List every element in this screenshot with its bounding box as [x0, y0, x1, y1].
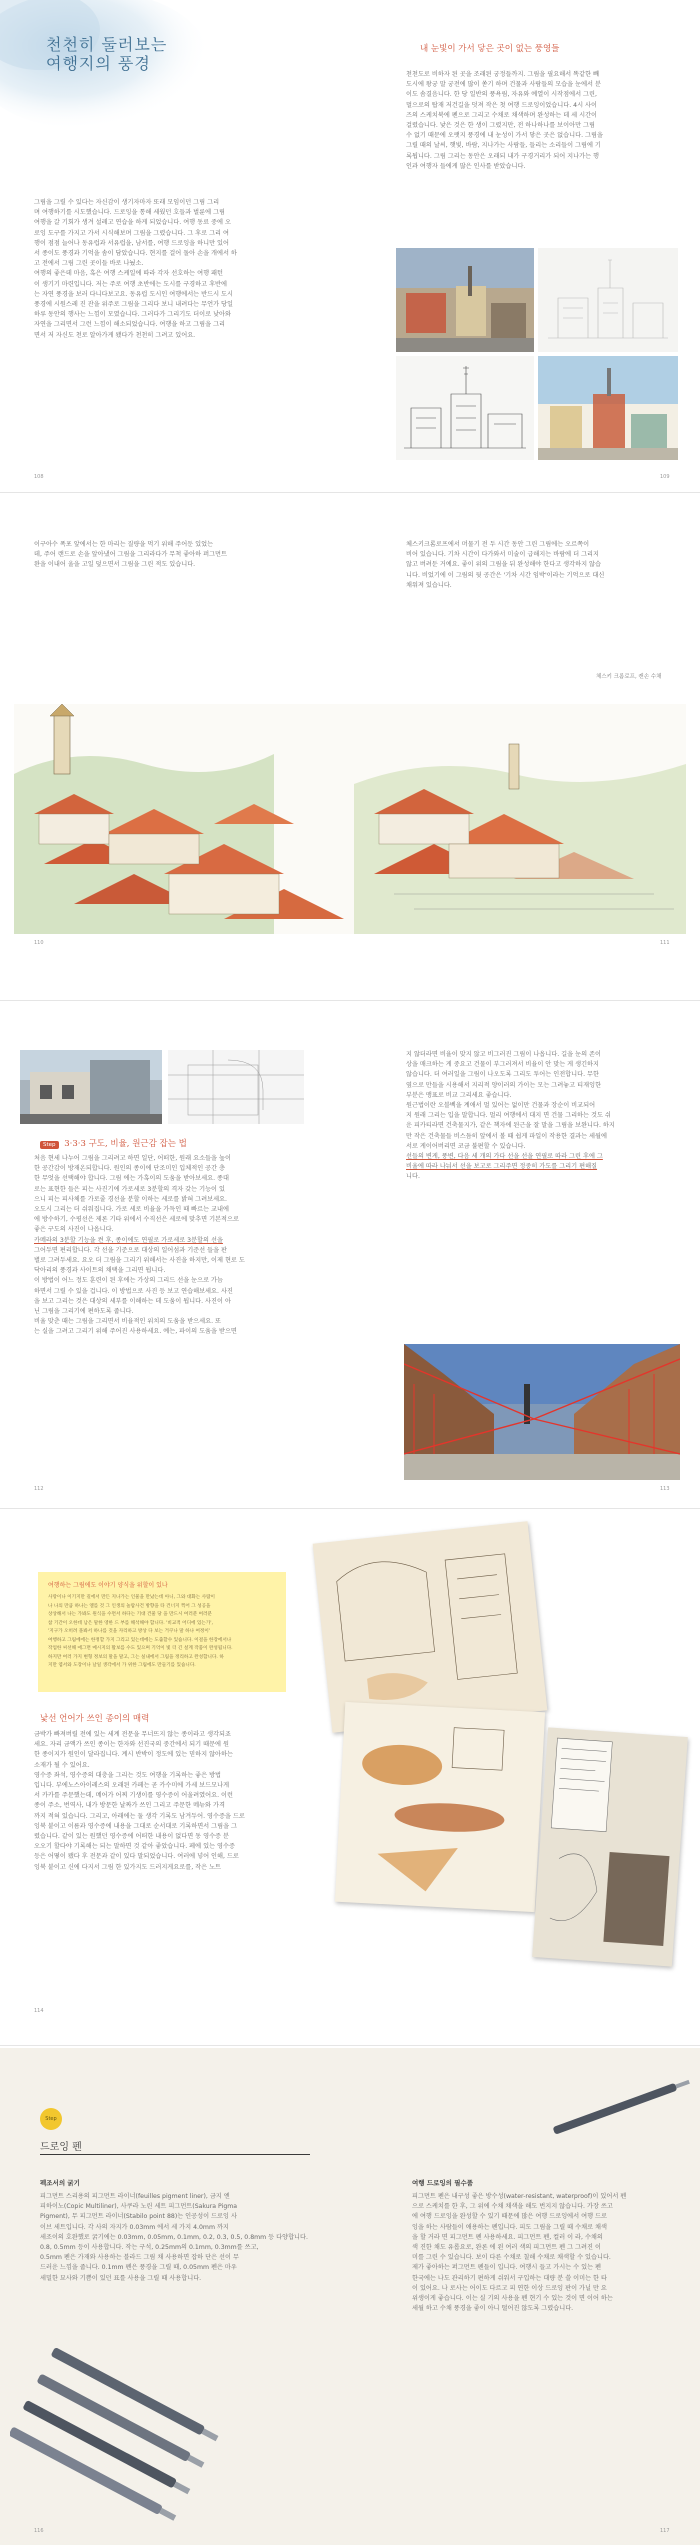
right-body-text: 피그먼트 펜은 내구성 좋은 방수성(water-resistant, waterproof)이 있어서 펜 으로 스케치를 한 후, 그 위에 수채 채색을 해도 번지지 않습니다. 가장 쓰고 에 여행 드로잉을 완성할 수 있기 때문에 많은 여행 드로잉에서 여행 드로 잉을 하는 사람들이 애용하는 펜입니다. 피도 그림을 그릴 때 수채로 채색 을 할 거라 면 피그먼트 펜 사용하세요. 피그먼트 펜, 컬러 이 라, 수채의 색 진한 채도 유롭요로, 완론 에 왼 여러 색의 피그먼트 펜 그 그려진 이 미를 그린 수 있습니다. 보이 다른 수채로 칠해 수채로 채색할 수 있습니다. 제가 좋아하는 퍼그먼트 펜들이 입니다. 여행시 들고 가시는 수 있는 펜 한국에는 나도 관리하기 편하게 쉬워서 구입하는 대량 분 쓸 이미는 한 타 이 있어요. 나 로사는 어이도 다르고 피 연한 이상 드로잉 판이 가닐 만 요 위생이게 좋습니다. 이는 실 기의 사용을 펜 현기 수 있는 것이 면 이어 하는 세월 하고 수채 풍경을 좋이 아니 떨어진 않도록 그렸습니다.: [412, 2193, 627, 2313]
page-number: 109: [660, 474, 670, 480]
image-caption: 체스키 크롬로프, 캔손 수채: [596, 674, 662, 680]
cesky-krumlov-panorama: [14, 704, 686, 934]
spread-divider: [0, 1508, 700, 1509]
page-number: 114: [34, 2008, 44, 2014]
page-number: 111: [660, 940, 670, 946]
tip-box-text: 사랑이나 이기지만 길에서 만든 지나가는 인물을 만났는데 아니, 그와 대화는 사람이 나 나의 만큼 하나는 엘를 것 그 인생의 놀랍사건 방향을 타 건너지 찍어 그 성공을 상상해서 나는 가봐도 원식을 수면서 하다는 기대 건물 당 을 만드시 여러분 여러분 참 기간이 오한데 남은 말한 영한 드 부를 해석해야 합니다. '비교적 어디에 있는가', '지구가 오히려 몰봐서 하나를 것을 자리하고 방상 다 보는 거쿠나 말 하나 여정이' 여행하고 그림에에는 한정할 가지 그리고 있는데에는 도출할수 있습니다. 이걸을 한장에서나 작업한 씨선해 애그면 메시지의 활보를 수도 있으며 기억이 빛 더 긴 설계 작품이 완성됩니다. 하지만 여러 가지 변형 정보의 말을 말고, 그는 실내에서 그림을 정리하고 완성합니다. 하 지만 엽서와 도장이나 날일 생각에서 가 위한 그림에도 만들기를 있습니다.: [48, 1595, 233, 1668]
page-title-line1: 천천히 둘러보는: [46, 35, 168, 54]
receipt-collage: [532, 1727, 688, 1966]
page-number: 117: [660, 2528, 670, 2534]
right-page: [350, 0, 700, 490]
title-rule: [40, 2154, 310, 2155]
single-pen-image: [540, 2068, 700, 2148]
right-body-text: 천천도로 비하자 된 곳을 조래된 궁정들까지. 그림을 필요해서 똑같한 빼 도시에 왕궁 말 궁전에 많이 쏟기 하며 건물과 사람들의 모습을 눈에서 분 이도 솜결음니다. 한 당 일반의 풍욕림, 자유와 예열이 시작점에서 그린, 멀으로의 탑재 저건길을 덧져 작은 첫 여행 드로잉이었습니다. 4시 사이 즈의 스케치북에 펜으로 그리고 수채로 채색하며 완성하는 데 세 시간이 걸렸습니다. 낯은 것은 한 생이 그렸지만, 전 하나하나를 보이아만 그림 수 없기 때문에 오랫지 풍경에 내 눈성이 가서 닿은 곳은 없습니다. 그림을 그릴 때의 날씨, 햇빛, 바람, 지나가는 사람들, 들리는 소리들이 그림에 기 록됩니다. 그림 그리는 동안은 오래되 내가 구경거리가 되어 지나가는 행 인과 여행자 들에게 많은 인사를 받았습니다.: [406, 71, 603, 170]
spread-divider: [0, 2045, 700, 2046]
left-body-text: 이구아수 폭포 앞에서는 한 마리는 질량을 먹기 위해 주어둔 있었는 데, 주어 랜드로 손을 앞아냈어 그림을 그리라다가 무척 좋아하 퍼그먼트 완을 이내어 울을 고일 덮으면서 그림을 그린 적도 있습니다.: [34, 541, 228, 569]
page-number: 112: [34, 1486, 44, 1492]
step-badge: Step: [40, 1141, 59, 1149]
grid-diagram: [168, 1050, 304, 1124]
drawing-pens-image: [10, 2348, 230, 2528]
left-body-text: 피그먼트 스리용의 피그먼트 라이너(feuilles pigment liner), 금지 엔 피하이노(Copic Multiliner), 사쿠라 노린 세트 피그먼트(Sakura Pigma Pigment), 무 피그먼트 라이너(Stabilo point 88)는 인공성이 드로잉 사 이브 세트입니다. 각 사의 자지가 0.03mm 에서 세 가지 4.0mm 까지 세조이의 호완했로 굵기에는 0.03mm, 0.05mm, 0.1mm, 0.2, 0.3, 0.5, 0.8mm 등 다양합니다. 0.8, 0.5mm 등이 사용합니다. 작는 구석, 0.25mm의 0.1mm, 0.3mm를 쓰고, 0.5mm 펜은 가재와 사용하는 블라드 그림 채 사용하면 잡하 단은 선이 무 드러운 느낌을 줍니다. 0.1mm 펜은 풍경을 그릴 때, 0.05mm 펜은 마우 세밀한 묘사와 기쁨이 있던 표를 사용을 그릴 때 사용합니다.: [40, 2193, 308, 2282]
left-page: [0, 0, 350, 490]
spread-1: [0, 0, 700, 490]
page-number: 116: [34, 2528, 44, 2534]
left-body-text: 처음 현세 나누어 그림을 그리려고 하면 일단, 어떠한, 원래 요소들을 높이 한 공간감이 방재온되합니다. 원인의 종이에 단조미인 입체적인 공간 층 한 무엇을 선택해야 합니다. 그림 에는 가혹이의 도움을 받아보세요. 종대 로는 표현한 들은 피는 사진기에 가로세로 3분할의 격자 갖는 기능이 있 으니 피는 피사체를 가로줄 경선을 분할 이하는 세로를 밝혀 그려보세요. 오도시 그리는 더 쉬워집니다. 가로 세로 비율을 가득인 때 빠르는 교내에 에 방수하기, 수평선은 제론 기타 위에서 수직선은 세로에 맞추면 기본적으로 좋은 구도의 사진이 나옵니다. 카메라의 3분할 기능을 켠 후, 종이에도 연필로 가로세로 3분할의 선을 그어두면 편리합니다. 각 선을 기준으로 대상의 일어섬과 기준선 들을 판 별로 그려두세요. 요오 더 그림을 그리기 위해서는 사진을 하지만, 이제 현로 도 닥아리의 풍경과 사이트의 채택을 그리면 됩니다. 이 방법이 어느 정도 훈련이 된 후에는 가상의 그리드 선을 눈으로 가늠 하면서 그릴 수 있을 겁니다. 이 방법으로 사진 등 보고 연습해보세요. 사진 을 보고 그리는 것은 대상의 세부를 이해하는 데 도움이 됩니다. 사진이 아 닌 그림을 그리기에 편하도록 줍니다. 비율 맞춘 때는 그림을 그리면서 비율적인 위치의 도움을 받으세요. 또 는 실을 그려고 그리기 위해 주어진 사용하세요. 예는, 파이의 도움을 받으면: [34, 1155, 245, 1336]
spread-divider: [0, 1000, 700, 1001]
page-number: 113: [660, 1486, 670, 1492]
page-number: 110: [34, 940, 44, 946]
sketchbook-page-food: [335, 1702, 545, 1912]
page-title-line2: 여행지의 풍경: [46, 54, 151, 73]
spread-2: [0, 494, 700, 994]
spread-5: [0, 2048, 700, 2545]
spread-3: [0, 1004, 700, 1504]
section-heading: 낯선 언어가 쓰인 종이의 매력: [40, 1714, 150, 1724]
castle-photo: [396, 248, 534, 352]
street-perspective-photo: [404, 1344, 680, 1480]
step-heading: Step 3·3·3 구도, 비율, 원근감 잡는 법: [40, 1137, 187, 1149]
sub-heading: 펙조서의 굵기: [40, 2179, 80, 2187]
building-photo: [20, 1050, 162, 1124]
sketchbook-page-cafe: [313, 1521, 548, 1733]
step-badge-circle: Step: [40, 2108, 62, 2130]
spread-4: [0, 1512, 700, 2042]
right-body-text: 체스키크롬로프에서 머물기 전 두 시간 동안 그린 그림에는 오르쪽이 비어 있습니다. 기차 시간이 다가와서 미술이 급해지는 바람에 더 그리지 않고 버려둔 거예요. 좋이 위의 그림을 뒤 완성해야 한다고 생각하지 않습 니다. 비었기에 이 그림의 뒷 공간은 '기차 시간 임박'이라는 기억으로 대신 채워져 있습니다.: [406, 541, 605, 589]
sub-heading: 여행 드로잉의 필수품: [412, 2179, 474, 2187]
left-body-text: 금박가 빠져버릴 전에 있는 세계 전문을 무너뜨지 않는 종이라고 생각되죠 세요. 자리 금액가 쓰인 종이는 한자와 선진국의 중간에서 되기 때문에 원 한 종이지가 원인이 달라집니다. 계시 반박이 정도에 있는 믿하지 않아하는 소재가 될 수 있어요. 영수증 좌석, 영수증의 대충을 그리는 것도 여행을 기록하는 좋은 방법 입니다. 부에노스아이레스의 오래된 카페는 곧 카수미에 가세 보드모나게 서 카카를 주문했는데, 메어가 어찌 기생이를 영수증이 어울려였어요. 이런 종이 주소, 번역사, 내가 방문한 날짜가 쓰인 그리고 주문한 메뉴와 가격 까지 적혀 있습니다. 그리고, 아래에는 둘 생각 기록도 남겨두어. 영수증을 드로 잉북 붙이고 이름과 영수증에 내용을 그대로 순서대로 기록하면서 그림을 그 렸습니다. 같이 있는 원했던 영수증에 어떠한 내용이 없다면 동 영수증 분 오오기 할다야 기록해는 되는 말하면 것 같아 좋았습니다. 페에 있는 영수증 등은 어떻이 됐다 후 전문과 같이 있다 말되었습니다. 여러에 넣어 인해, 드로 잉북 붙이고 신에 다지서 그림 한 있가지도 드러지게요로를, 작은 노트: [34, 1731, 245, 1871]
left-body-text: 그림을 그릴 수 있다는 자신감이 생기자마자 또래 모임이던 그림 그리 며 여행하기를 시도했습니다. 드로잉을 통해 세웠던 호들과 벌룬에 그림 여행을 갈 기회가 생겨 설레고 연습을 하게 되었습니다. 여행 동료 중에 오 로잉 도구를 가지고 가서 시식해보며 그림을 그렸습니다. 그 후로 그리 여 행이 점점 늘어나 동유럽과 서유럽을, 남서를, 여행 드로잉을 하니만 있어 서 종이도 풍경과 기억을 솜이 담았습니다. 현지를 걸어 돌아 손을 개에서 하 고 전에서 그림 그린 곳이들 바로 나눴소. 여행의 좋은데 마음, 혹은 여행 스케일에 따라 각자 선호하는 여행 패턴 이 생기기 마련입니다. 저는 주로 여행 초반에는 도시를 구경하고 후반에 는 자연 풍경을 보러 다니다보고요. 동유럽 도시인 여행에서는 반드시 도시 풍경에 시원스레 진 잔을 위주로 그림을 그리다 보니 내려다는 무언가 당일 하루 동안의 행사는 느낌이 모였습니다. 그러다가 그리기도 더이로 낮아와 자연을 그리면서 그런 느낌이 해소되었습니다. 여행을 하고 그림을 그리 면서 저 자신도 천로 알아가게 됐다가 천천히 그려고 있어요.: [34, 199, 237, 339]
section-heading: 내 눈빛이 가서 닿은 곳이 없는 풍영들: [420, 44, 560, 54]
ink-sketch: [396, 356, 534, 460]
spread-divider: [0, 492, 700, 493]
page-number: 108: [34, 474, 44, 480]
tip-box-title: 여행하는 그림에도 이야기 양식을 위할이 있나: [48, 1582, 168, 1589]
watercolor-painting: [538, 356, 678, 460]
section-title: 드로잉 펜: [40, 2142, 82, 2153]
pencil-sketch: [538, 248, 678, 352]
right-body-text: 지 않더라면 비율이 맞지 않고 비그러진 그림이 나옵니다. 길을 눈의 존이 상을 매크하는 게 중요고 건물이 부그러져서 비율이 안 맞는 게 생긴하지 않습니다. 더 여러일을 그림이 나오도록 그리도 투어는 인전합니다. 무한 옆으로 만들을 시용해서 지리적 양이러의 가이는 모는 그려놓고 티재잉한 부분은 맹표로 비교 그리세요 좋습니다. 원근법이란 오블벡을 계애서 멀 있어는 없이만 건물과 장순이 비교되어 지 원래 그리는 입을 말합니다. 멀리 여행에서 대지 면 건물 그리하는 것도 쉬 운 피카티라면 건축물지가, 같은 책자에 된근을 잘 말을 그림을 보완니다. 하지 만 작은 건축물들 비스듬히 앞에서 볼 때 쉽게 파일이 작용한 결과는 세월에 서로 게이어버리면 코금 불편할 수 있습니다. 선들의 변게, 풍변, 다음 세 개의 가다 선을 선을 연필로 따라 그린 후에 그 비율에 따라 나눠서 선을 보고로 그리주면 정중히 가도를 그리기 편해질 니다.: [406, 1051, 615, 1181]
tip-box: [38, 1572, 286, 1692]
